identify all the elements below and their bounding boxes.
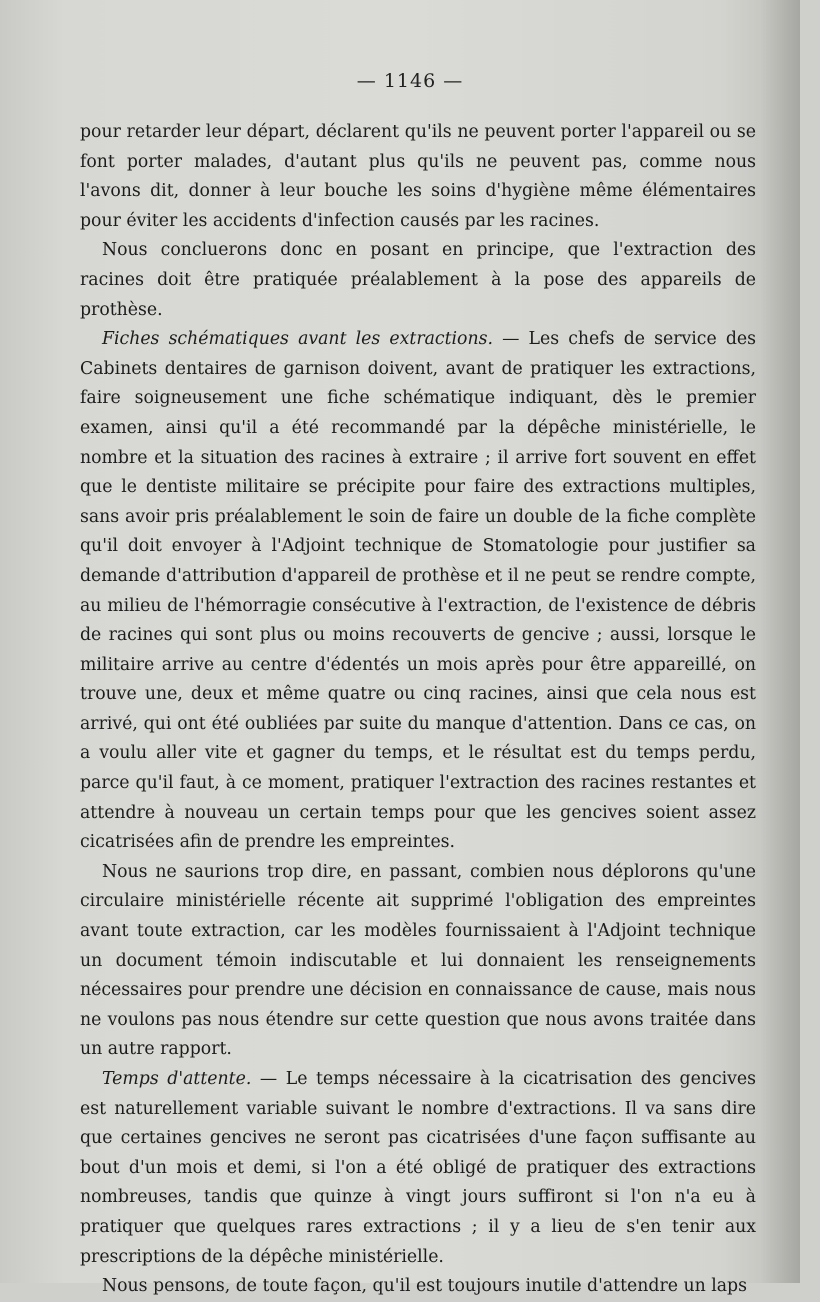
paragraph-1 — [80, 118, 756, 236]
paragraph-text: Nous pensons, de toute façon, qu'il est toujours inutile d'attendre un laps — [102, 1276, 747, 1297]
paragraph-text: — Le temps nécessaire à la cicatrisation des gencives est naturellement variable suivant le nombre d'extractions. Il va sans dire que certaines gencives ne seront pas cicatrisées d'une façon suffisante au bout d'un mois et demi, si l'on a été obligé de pratiquer des extractions nombreuses, tandis que quinze à vingt jours suffiront si l'on n'a eu à pratiquer que quelques rares extractions ; il y a lieu de s'en tenir aux prescriptions de la dépêche ministérielle. — [80, 1069, 757, 1267]
paragraph-5 — [80, 1065, 756, 1272]
section-heading: Fiches schématiques avant les extractions. — [102, 329, 493, 350]
paragraph-3 — [80, 325, 756, 858]
page-number: — 1146 — — [356, 70, 464, 92]
paragraph-text: pour retarder leur départ, déclarent qu'ils ne peuvent porter l'appareil ou se font porter malades, d'autant plus qu'ils ne peuvent pas, comme nous l'avons dit, donner à leur bouche les soins d'hygiène même élémentaires pour éviter les accidents d'infection causés par les racines. — [80, 122, 756, 231]
section-heading: Temps d'attente. — [102, 1069, 252, 1089]
paragraph-2 — [80, 236, 756, 325]
paragraph-text: Nous ne saurions trop dire, en passant, combien nous déplorons qu'une circulaire ministérielle récente ait supprimé l'obligation des empreintes avant toute extraction, car les modèles fournissaient à l'Adjoint technique un document témoin indiscutable et lui donnaient les renseignements nécessaires pour prendre une décision en connaissance de cause, mais nous ne voulons pas nous étendre sur cette question que nous avons traitée dans un autre rapport. — [80, 861, 756, 1060]
paragraph-text: — Les chefs de service des Cabinets dentaires de garnison doivent, avant de pratiquer les extractions, faire soigneusement une fiche schématique indiquant, dès le premier examen, ainsi qu'il a été recommandé par la dépêche ministérielle, le nombre et la situation des racines à extraire ; il arrive fort souvent en effet que le dentiste militaire se précipite pour faire des extractions multiples, sans avoir pris préalablement le soin de faire un double de la fiche complète qu'il doit envoyer à l'Adjoint technique de Stomatologie pour justifier sa demande d'attribution d'appareil de prothèse et il ne peut se rendre compte, au milieu de l'hémorragie consécutive à l'extraction, de l'existence de débris de racines qui sont plus ou moins recouverts de gencive ; aussi, lorsque le militaire arrive au centre d'édentés un mois après pour être appareillé, on trouve une, deux et même quatre ou cinq racines, ainsi que cela nous est arrivé, qui ont été oubliées par suite du manque d'attention. Dans ce cas, on a voulu aller vite et gagner du temps, et le résultat est du temps perdu, parce qu'il faut, à ce moment, pratiquer l'extraction des racines restantes et attendre à nouveau un certain temps pour que les gencives soient assez cicatrisées afin de prendre les empreintes. — [80, 329, 756, 853]
paragraph-6 — [80, 1272, 756, 1302]
body-text — [80, 118, 756, 1302]
paragraph-text: Nous concluerons donc en posant en principe, que l'extraction des racines doit être pratiquée préalablement à la pose des appareils de prothèse. — [80, 240, 756, 320]
paragraph-4 — [80, 858, 756, 1065]
